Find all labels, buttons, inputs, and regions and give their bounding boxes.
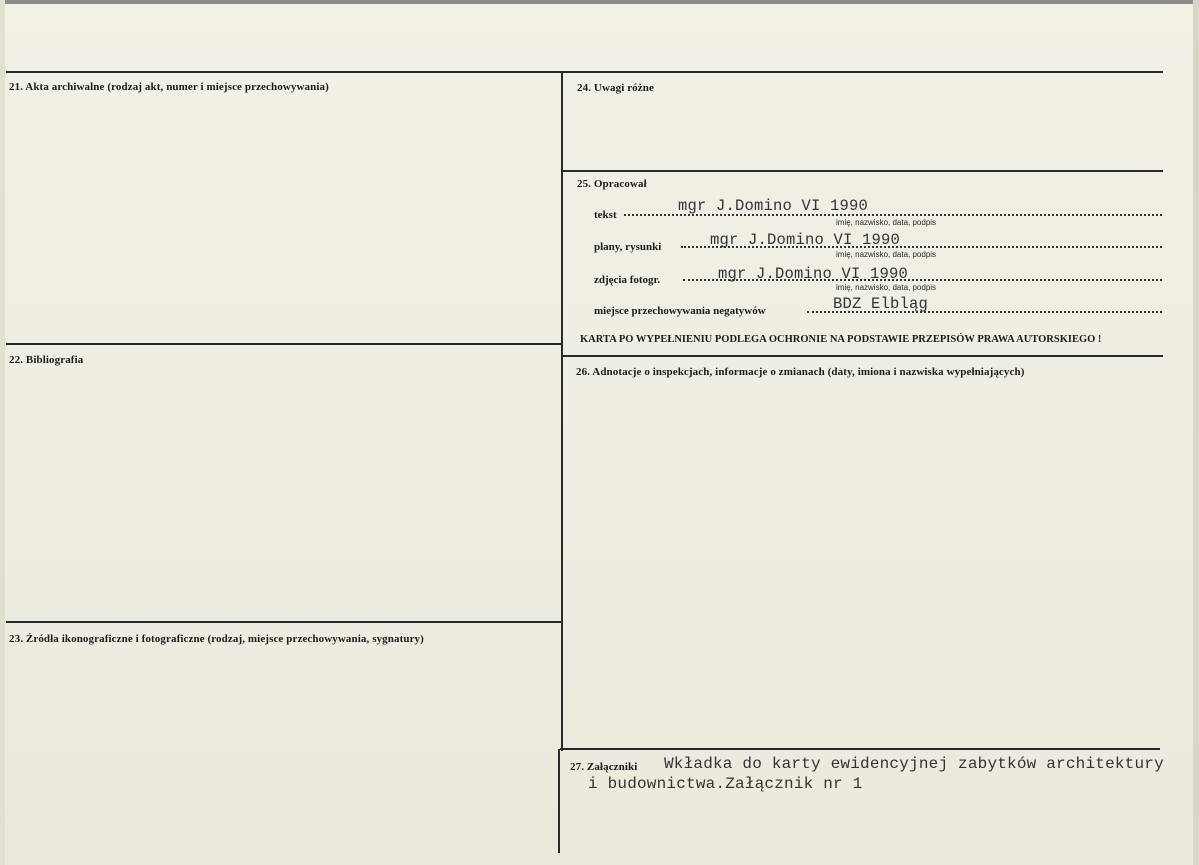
copyright-warning: KARTA PO WYPEŁNIENIU PODLEGA OCHRONIE NA PODSTAWIE PRZEPISÓW PRAWA AUTORSKIEGO ! [580, 334, 1102, 345]
section-24-label: 24. Uwagi różne [577, 82, 654, 94]
top-rule [6, 71, 1163, 73]
row-zdjecia-label: zdjęcia fotogr. [594, 274, 661, 286]
attachments-line-2: i budownictwa.Załącznik nr 1 [588, 775, 863, 793]
row-negatywy-value: BDZ Elbląg [833, 295, 929, 313]
rule-after-22 [6, 621, 562, 623]
page-top-edge [0, 0, 1199, 4]
section-26-label: 26. Adnotacje o inspekcjach, informacje o zmianach (daty, imiona i nazwiska wypełniających) [576, 366, 1025, 378]
page-right-edge [1193, 0, 1199, 865]
attachments-line-1: Wkładka do karty ewidencyjnej zabytków architektury [664, 755, 1164, 773]
rule-after-21 [6, 343, 562, 345]
section-25-label: 25. Opracował [577, 178, 647, 190]
row-tekst-label: tekst [594, 209, 617, 221]
row-plany-value: mgr J.Domino VI 1990 [710, 231, 901, 249]
row-tekst-caption: imię, nazwisko, data, podpis [836, 218, 937, 227]
rule-after-25 [563, 355, 1163, 357]
section-21-label: 21. Akta archiwalne (rodzaj akt, numer i miejsce przechowywania) [9, 81, 329, 93]
row-negatywy-label: miejsce przechowywania negatywów [594, 305, 766, 317]
row-zdjecia-value: mgr J.Domino VI 1990 [718, 265, 909, 283]
row-plany-label: plany, rysunki [594, 241, 662, 253]
row-zdjecia-caption: imię, nazwisko, data, podpis [836, 283, 937, 292]
page-left-edge [0, 0, 5, 865]
row-plany-caption: imię, nazwisko, data, podpis [836, 250, 937, 259]
center-divider [561, 71, 563, 751]
rule-after-26 [560, 748, 1160, 750]
section-27-label: 27. Załączniki [570, 761, 638, 773]
section-22-label: 22. Bibliografia [9, 354, 84, 366]
section-23-label: 23. Źródła ikonograficzne i fotograficzne (rodzaj, miejsce przechowywania, sygnatury) [9, 633, 424, 645]
center-divider-lower [558, 749, 560, 853]
rule-after-24 [563, 170, 1163, 172]
row-tekst-value: mgr J.Domino VI 1990 [678, 197, 869, 215]
